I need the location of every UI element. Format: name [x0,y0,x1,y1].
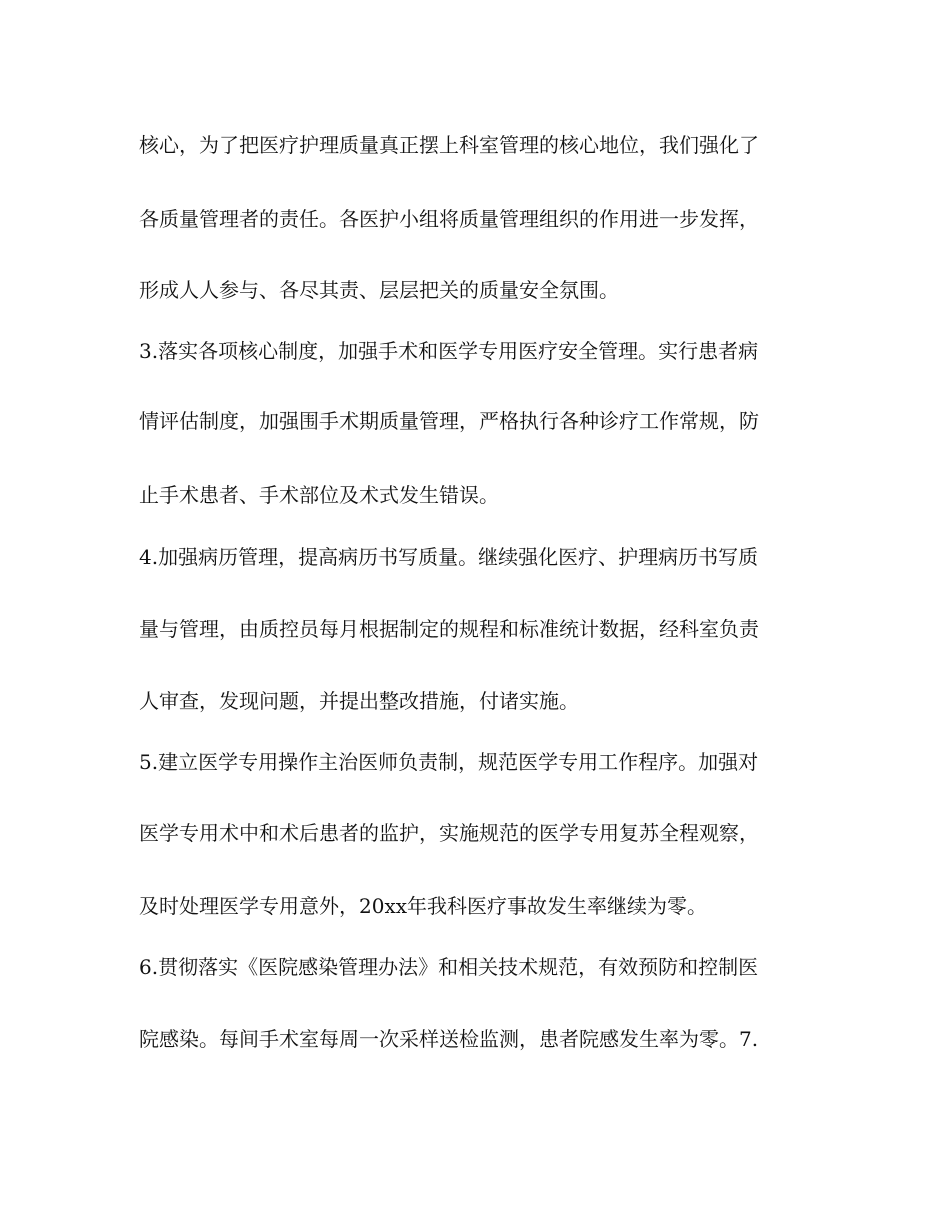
text-line: 院感染。每间手术室每周一次采样送检监测，患者院感发生率为零。7. [139,1027,759,1051]
text-line: 各质量管理者的责任。各医护小组将质量管理组织的作用进一步发挥， [139,207,759,231]
text-line: 3.落实各项核心制度，加强手术和医学专用医疗安全管理。实行患者病 [139,339,759,363]
text-line: 情评估制度，加强围手术期质量管理，严格执行各种诊疗工作常规，防 [139,409,759,433]
text-line: 医学专用术中和术后患者的监护，实施规范的医学专用复苏全程观察， [139,821,759,845]
text-line: 止手术患者、手术部位及术式发生错误。 [139,483,499,507]
text-line: 4.加强病历管理，提高病历书写质量。继续强化医疗、护理病历书写质 [139,545,759,569]
text-line: 6.贯彻落实《医院感染管理办法》和相关技术规范，有效预防和控制医 [139,955,759,979]
text-line: 及时处理医学专用意外，20xx年我科医疗事故发生率继续为零。 [139,894,708,918]
text-line: 人审查，发现问题，并提出整改措施，付诸实施。 [139,689,579,713]
text-line: 量与管理，由质控员每月根据制定的规程和标准统计数据，经科室负责 [139,617,759,641]
text-line: 形成人人参与、各尽其责、层层把关的质量安全氛围。 [139,278,619,302]
text-line: 核心，为了把医疗护理质量真正摆上科室管理的核心地位，我们强化了 [139,133,759,157]
text-line: 5.建立医学专用操作主治医师负责制，规范医学专用工作程序。加强对 [139,750,759,774]
